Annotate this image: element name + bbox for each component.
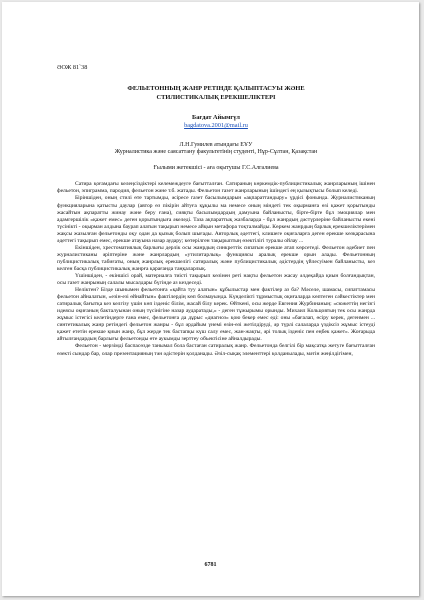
affiliation-university: Л.Н.Гумилев атындағы ЕҰУ bbox=[179, 141, 253, 148]
body-paragraph: Екіншіден, хрестоматиялық барлығы дерлік осы жанрдың синкреттік сипатын ерекше атап көрсетеді. Фельетон әдебиет пен журналистиканы әріптеріне және жанрлардың «утилитарлық» функциясы аралық ерекше орын алады. Фельетонның публицистикалық табиғаты, оның жанрлық ерекшелігі сатиралық және публицистикалық әдістердің үйлесуімен байланысты, кез келген басқа публицистикалық жанрға қарағанда таңқаларлық. bbox=[57, 244, 375, 272]
body-paragraph: Сатира қоғамдағы келеңсіздіктері келемеждеуге бағытталған. Сатираның көркемдік-публицистикалық жанрларының ішінен фельетон, эпиграмма, пародия, фельетон және т.б. жатады. Фельетон газет жанрларының ішіндегі ең қызықтысы болып келеді. bbox=[57, 181, 375, 195]
affiliation-faculty: Журналистика және саясаттану факультетінің студенті, Нұр-Сұлтан, Қазақстан bbox=[114, 149, 318, 156]
author-email-link[interactable]: bagdatova.2001@mail.ru bbox=[184, 122, 248, 130]
title-line-2: СТИЛИСТИКАЛЫҚ ЕРЕКШЕЛІКТЕРІ bbox=[156, 93, 276, 101]
body-paragraph: Біріншіден, оның стилі өте тартымды, әсіресе газет басылымдарын «ақпараттандыру» үрдісі фонында. Журналистиканың функцияларына қатысты даулар (автор өз пікірін айтуға құқылы ма немесе оның міндеті тек оқырманға өзі қажет қорытынды жасайтын ақпаратты жинау және беру ғана), сияқты басылымдардың дамуына байланысты, бірте-бірте бұл эмоциялар мен адамгершілік «қажет емес» деген қорытындыға әкеледі. Таза ақпараттық жазбаларда - бұл жанрдың дәстүрлеріне байланысты екені түсінікті - оқырман алдына баурап алатын тақырып немесе айқын метафора тоқталмайды. Көркем жанрдың барлық ерекшеліктерімен жақсы жазылған фельетонды оқу одан да қызық болып шығады. Авторлық әдеттегі, клишеге оқиғаларға деген ерекше көзқарасына әдеттегі тақырып емес, ерекше атауына назар аудару; көтерілген тақырыптың өзектілігі туралы ойлау ... bbox=[57, 195, 376, 244]
article-title bbox=[57, 85, 375, 102]
body-paragraph: Неліктен? Бізде шынымен фельетонға «қайта туу алатын» құбылыстар мен фактілер аз ба? Мәселе, шамасы, сипаттамасы фельетон айналатын, «езін-езі өйнайтын» фактілердің көп болмауында. Күнделікті тұрмыстық оқиғаларда көптеген сәйкестіктер мен сатиралық бағытқа кез келгізу үшін көп ізденіс білім, жасай білу керек. Өйткені, осы жерде Евгения Журбинаның: «сюжеттің негізгі идеясы оқиғаның бакталуынан оның түсінігіне назар аударатады,» - деген тұжырымы орынды. Михаил Кольцовтың тек осы жанрда жұмыс істегісі келетіндерге ғана емес, фельетонға да дұрыс «диагноз» қою бекер емес еді: оны «бағалап, өсіру керек, дегенмен ... синтетикалық жанр ретіндегі фельетон жанры - бұл әрдайым үнемі өзін-өзі жетілдіруді, әр түрлі салаларда үздіксіз жұмыс істеуді қажет ететін ерекше қиын жанр, бұл жерде тек бастапқы күш салу емес, жан-жақты, әрі толық ізденіс пен еңбек қажет». Жоғарыда айтылғандардың барлығы фельетонды өте аукымды зерттеу объектісіне айналдырады. bbox=[57, 287, 375, 343]
author-name: Бағдат Айымгүл bbox=[192, 114, 240, 122]
scientific-advisor: Ғылыми жетекшісі - аға оқытушы Г.С.Алгалиева bbox=[153, 164, 279, 171]
article-body bbox=[57, 64, 375, 358]
title-line-1: ФЕЛЬЕТОННЫҢ ЖАНР РЕТІНДЕ ҚАЛЫПТАСУЫ ЖӘНЕ bbox=[127, 85, 305, 92]
udc-code: ӘОЖ 81`38 bbox=[57, 64, 88, 71]
body-paragraph: Фельетон - мерзімді баспасөзде танымал бола бастаған сатиралық жанр. Фельетонда белгілі бір мақсатқа жетуге бағытталған өзекті сындар бар, олар презентацияның тән әдістерін қолданады. Әзіл-сықақ элементтері қолданылады, мәтін жеңілдігімен, bbox=[57, 343, 375, 357]
document-page bbox=[2, 2, 419, 596]
affiliation bbox=[57, 142, 375, 157]
body-paragraph: Үшіншіден, - екіншісі орай, материалға тиісті тақырып көзінен реті нақты фельетон жасау әлдеқайда қиын болғандықтан, осы газет жанрының салалы мысалдары бүгінде аз кездеседі. bbox=[57, 272, 375, 287]
author-block bbox=[57, 114, 375, 130]
page-number: 6781 bbox=[204, 562, 217, 568]
